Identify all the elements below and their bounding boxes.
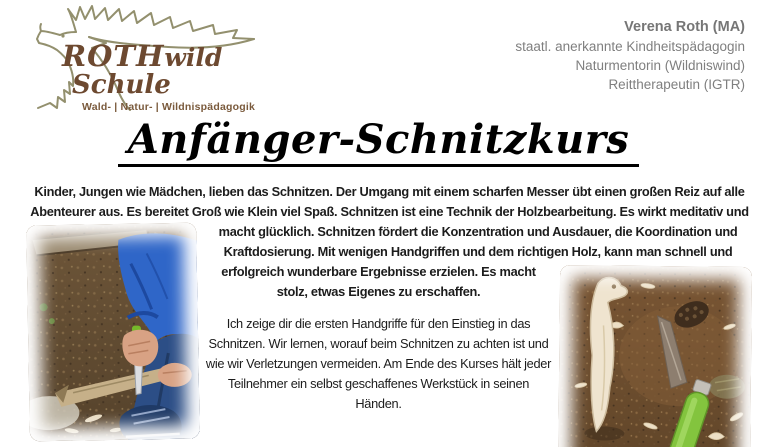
brand-wild: wild — [164, 43, 223, 72]
body-content — [28, 182, 751, 447]
logo-tagline: Wald- | Natur- | Wildnispädagogik — [82, 101, 255, 113]
contact-line-2: Naturmentorin (Wildniswind) — [575, 58, 745, 73]
page-title: Anfänger-Schnitzkurs — [118, 116, 640, 167]
brand-schule: Schule — [72, 70, 171, 100]
title-row — [0, 116, 757, 167]
brand-name — [62, 39, 223, 73]
carving-knife-illustration — [558, 265, 752, 447]
rothwild-logo — [26, 2, 266, 116]
intro-paragraph: Kinder, Jungen wie Mädchen, lieben das Schnitzen. Der Umgang mit einem scharfen Messer übt einen großen Reiz auf alle Abenteurer aus. Es bereitet Groß wie Klein viel Spaß. Schnitzen ist eine Technik der Holzbearbeitung. Es wirkt meditativ und macht glücklich. Schnitzen fördert die Konzentration und Ausdauer, die Koordination und Kraftdosierung. Mit wenigen Handgriffen und dem richtigen Holz, kann man schnell und erfolgreich wunderbare Ergebnisse erzielen. Es macht stolz, etwas Eigenes zu erschaffen. — [30, 184, 749, 299]
photo-carved-work-and-knife — [558, 265, 752, 447]
child-whittling-illustration — [26, 223, 200, 442]
course-paragraph: Ich zeige dir die ersten Handgriffe für den Einstieg in das Schnitzen. Wir lernen, worauf beim Schnitzen zu achten ist und wie wir Verletzungen vermeiden. Am Ende des Kurses hält jeder Teilnehmer ein selbst geschaffenes Werkstück in seinen Händen. — [205, 316, 552, 411]
contact-line-3: Reittherapeutin (IGTR) — [608, 77, 745, 92]
photo-child-whittling — [26, 223, 200, 442]
contact-name: Verena Roth (MA) — [624, 19, 745, 35]
brand-roth: ROTH — [62, 39, 165, 73]
contact-block — [515, 18, 745, 94]
contact-line-1: staatl. anerkannte Kindheitspädagogin — [515, 39, 745, 54]
